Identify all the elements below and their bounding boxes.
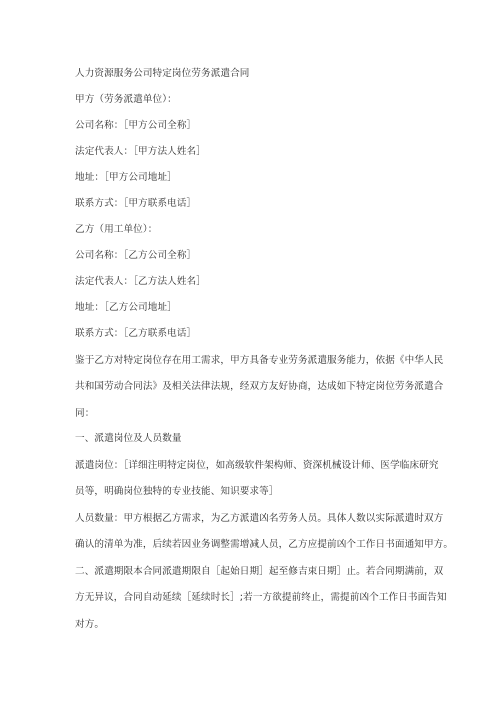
- party-b-company: 公司名称：［乙方公司全称］: [75, 250, 197, 261]
- party-b-contact: 联系方式：［乙方联系电话］: [75, 328, 197, 339]
- section-2-paragraph: [75, 559, 447, 638]
- party-a-address: 地址：［甲方公司地址］: [75, 172, 177, 183]
- party-b-heading: 乙方（用工单位）：: [75, 224, 158, 235]
- preamble-line: 同：: [75, 407, 95, 419]
- headcount-paragraph: [75, 506, 454, 559]
- section-2-line: 方无异议，合同自动延续［延续时长］;若一方欲提前终止，需提前凶个工作日书面告知: [75, 592, 447, 604]
- party-a-legal-rep: 法定代表人：［甲方法人姓名］: [75, 146, 206, 157]
- party-a-company: 公司名称：［甲方公司全称］: [75, 120, 197, 131]
- preamble-line: 鉴于乙方对特定岗位存在用工需求，甲方具备专业劳务派遣服务能力，依据《中华人民: [75, 355, 444, 366]
- contract-title: 人力资源服务公司特定岗位劳务派遣合同: [75, 68, 250, 79]
- section-1-heading: 一、派遣岗位及人员数量: [75, 433, 182, 444]
- preamble-line: 共和国劳动合同法》及相关法律法规，经双方友好协商，达成如下特定岗位劳务派遣合: [75, 381, 444, 393]
- preamble-paragraph: [75, 348, 444, 427]
- position-paragraph: [75, 453, 439, 506]
- party-a-contact: 联系方式：［甲方联系电话］: [75, 198, 197, 209]
- section-2-line: 二、派遣期限本合同派遣期限自［起始日期］起至修吉束日期］止。若合同期满前，双: [75, 566, 444, 577]
- position-line: 派遣岗位：［详细注明特定岗位，如高级软件架构师、资深机械设计师、医学临床研究: [75, 460, 439, 471]
- party-b-legal-rep: 法定代表人：［乙方法人姓名］: [75, 276, 206, 287]
- headcount-line: 人员数量：甲方根据乙方需求，为乙方派遣凶名劳务人员。具体人数以实际派遣时双方: [75, 513, 444, 524]
- headcount-line: 确认的清单为准，后续若因业务调整需增减人员，乙方应提前凶个工作日书面通知甲方。: [75, 539, 454, 551]
- section-2-line: 对方。: [75, 618, 105, 630]
- party-a-heading: 甲方（劳务派遣单位）：: [75, 94, 177, 105]
- party-b-address: 地址：［乙方公司地址］: [75, 302, 177, 313]
- position-line: 员等，明确岗位独特的专业技能、知识要求等］: [75, 486, 279, 498]
